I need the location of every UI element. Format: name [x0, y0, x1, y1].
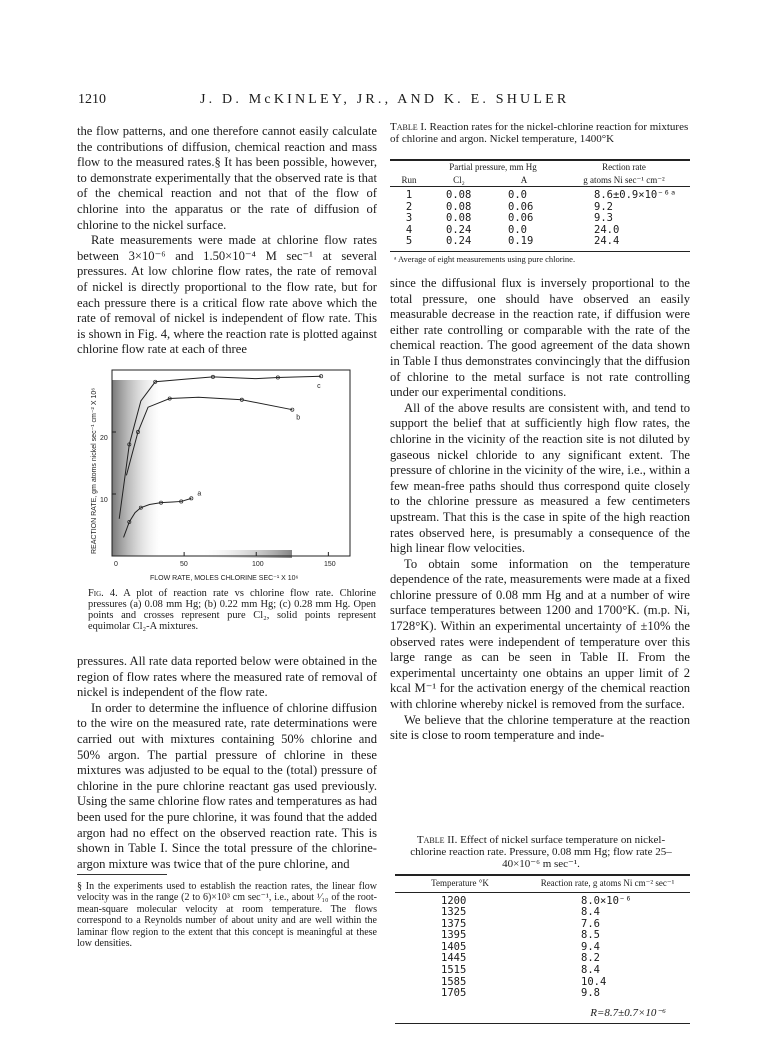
table-header: Cl₂: [453, 174, 465, 185]
paragraph: All of the above results are consistent with, and tend to support the belief that at sufficiently high flow rates, the chlorine in the vicinity of the reaction site is not diluted by gaseous nickel chloride to any significant extent. The pressure of chlorine in the vicinity of the wire, i.e., within a few mean-free paths should thus correspond quite closely to the chlorine pressure as measured a few centimeters upstream. That this is the case in spite of the high reaction rates observed here, is presumably a consequence of the high linear flow velocities.: [390, 400, 690, 556]
left-column-top: [77, 124, 377, 358]
x-tick-label: 50: [180, 561, 188, 568]
table-header: Run: [401, 174, 417, 185]
table-header: A: [520, 174, 528, 185]
curve-label: a: [197, 490, 202, 498]
table-row: [395, 965, 690, 977]
cell: 7.6: [581, 917, 600, 930]
paragraph: the flow patterns, and one therefore cannot easily calculate the contributions of diffusion, chemical reaction and mass flow to the measured rates.§ It has been possible, however, to demonstrate experimentally that the observed rate is that of the chemical reaction and not that of the flow of chlorine into the apparatus or the rate of diffusion of chlorine to the nickel surface.: [77, 124, 377, 232]
running-title: J. D. McKINLEY, JR., AND K. E. SHULER: [200, 92, 570, 107]
cell: 1405: [441, 940, 467, 953]
paragraph: Rate measurements were made at chlorine flow rates between 3×10⁻⁶ and 1.50×10⁻⁴ M sec⁻¹ at several pressures. At low chlorine flow rates, the rate of removal of nickel is directly proportional to the flow rate, but for each pressure there is a critical flow rate above which the rate of removal of nickel is independent of flow rate. This is shown in Fig. 4, where the reaction rate is plotted against chlorine flow rate at each of three: [77, 233, 377, 357]
cell: 0.08: [446, 212, 472, 225]
y-axis-label: REACTION RATE, gm atoms nickel sec⁻¹ cm⁻² X 10⁶: [91, 387, 98, 554]
cell: 9.4: [581, 940, 600, 953]
curve-label: c: [317, 383, 321, 391]
x-tick-label: 0: [114, 561, 118, 568]
cell: 0.24: [446, 223, 472, 236]
cell: 3: [405, 212, 413, 225]
table-row: [395, 953, 690, 965]
cell: 10.4: [581, 975, 607, 988]
cell: 1375: [441, 917, 467, 930]
cell: 2: [405, 200, 413, 213]
table-header: Reaction rate, g atoms Ni cm⁻² sec⁻¹: [540, 878, 675, 888]
table-row: [390, 187, 690, 202]
cell: 24.0: [594, 223, 620, 236]
table-1-footnote: ᵃ Average of eight measurements using pure chlorine.: [394, 254, 576, 264]
table-row: [395, 907, 690, 919]
cell: 5: [405, 235, 413, 248]
cell: 1585: [441, 975, 467, 988]
page-number: 1210: [78, 92, 106, 107]
cell: 0.0: [508, 189, 527, 201]
footnote: § In the experiments used to establish the reaction rates, the linear flow velocity was in the range (2 to 6)×10³ cm sec⁻¹, i.e., about ¹⁄₁₀ of the root-mean-square molecular velocity at room temperature. The flows correspond to a Reynolds number of about unity and are well within the laminar flow region to the extent that this concept is meaningful at these low densities.: [77, 881, 377, 950]
curve-label: b: [296, 414, 301, 422]
table-row: [395, 919, 690, 931]
table-header: Temperature °K: [431, 878, 489, 888]
left-column-bottom: [77, 654, 377, 872]
table-row: [390, 236, 690, 251]
figure-4-chart: [84, 356, 384, 584]
table-2-caption: [400, 834, 682, 870]
table-row: [395, 977, 690, 989]
cell: 1: [405, 189, 413, 201]
cell: 4: [405, 223, 413, 236]
table-summary: R=8.7±0.7×10⁻⁶: [590, 1006, 666, 1019]
cell: 0.08: [446, 200, 472, 213]
cell: 9.2: [594, 200, 613, 213]
table-2: [395, 874, 690, 1024]
footnote-rule: [77, 874, 167, 875]
table-caption-text: Reaction rates for the nickel-chlorine reaction for mixtures of chlorine and argon. Nickel temperature, 1400°K: [390, 121, 689, 145]
cell: 8.6±0.9×10⁻⁶ᵃ: [594, 189, 677, 201]
figure-4-caption: [88, 588, 376, 632]
table-row: [395, 942, 690, 954]
table-row: [395, 988, 690, 1004]
cell: 8.4: [581, 906, 600, 919]
table-caption-text: Effect of nickel surface temperature on nickel-chlorine reaction rate. Pressure, 0.08 mm Hg; flow rate 25–40×10⁻⁶ m sec⁻¹.: [410, 834, 672, 870]
table-1: [390, 159, 690, 252]
paragraph: since the diffusional flux is inversely proportional to the total pressure, one should have observed an easily measurable decrease in the reaction rate, if diffusion were either rate controlling or comparable with the rate of the chemical reaction. The good agreement of the data shown in Table I thus demonstrates convincingly that the diffusion of chlorine to the metal surface is not rate controlling under our experimental conditions.: [390, 276, 690, 400]
figure-label: Fig. 4.: [88, 588, 118, 599]
table-row: [390, 225, 690, 237]
cell: 0.06: [508, 212, 534, 225]
cell: 1325: [441, 906, 467, 919]
table-1-caption: [390, 121, 690, 145]
x-tick-label: 100: [252, 561, 264, 568]
y-tick-label: 20: [100, 435, 108, 442]
table-header-group: Rection rate: [602, 162, 646, 172]
cell: 1200: [441, 894, 467, 907]
paragraph: We believe that the chlorine temperature at the reaction site is close to room temperature and inde-: [390, 712, 690, 743]
cell: 1515: [441, 964, 467, 977]
cell: 1445: [441, 952, 467, 965]
cell: 0.0: [508, 223, 527, 236]
x-axis-label: FLOW RATE, MOLES CHLORINE SEC⁻¹ X 10⁶: [150, 575, 299, 582]
cell: 1705: [441, 987, 467, 1000]
right-column-text: [390, 276, 690, 744]
cell: 9.3: [594, 212, 613, 225]
cell: 24.4: [594, 235, 620, 248]
table-header: g atoms Ni sec⁻¹ cm⁻²: [583, 174, 665, 185]
cell: 8.4: [581, 964, 600, 977]
paragraph: In order to determine the influence of chlorine diffusion to the wire on the measured rate, rate determinations were carried out with mixtures containing 50% chlorine and 50% argon. The partial pressure of chlorine in these mixtures was adjusted to be equal to the (total) pressure of chlorine in the pure chlorine reactant gas used previously. Using the same chlorine flow rates and temperatures as had been used for the pure chlorine, it was found that the added argon had no effect on the observed reaction rate. This is shown in Table I. Since the total pressure of the chlorine-argon mixture was twice that of the pure chlorine, and: [77, 700, 377, 871]
cell: 8.5: [581, 929, 600, 942]
cell: 0.19: [508, 235, 534, 248]
table-row: [390, 202, 690, 214]
table-header-group: Partial pressure, mm Hg: [449, 162, 537, 172]
cell: 1395: [441, 929, 467, 942]
table-row: [395, 892, 690, 907]
paragraph: pressures. All rate data reported below were obtained in the region of flow rates where the measured rate of removal of nickel is independent of the flow rate.: [77, 654, 377, 700]
cell: 0.24: [446, 235, 472, 248]
cell: 8.0×10⁻⁶: [581, 894, 632, 907]
y-tick-label: 10: [100, 497, 108, 504]
cell: 9.8: [581, 987, 600, 1000]
cell: 0.06: [508, 200, 534, 213]
x-tick-label: 150: [324, 561, 336, 568]
table-label: Table II.: [416, 834, 458, 846]
paragraph: To obtain some information on the temperature dependence of the rate, measurements were made at a fixed chlorine pressure of 0.08 mm Hg and at a number of wire surface temperatures between 1200 and 1700°K. (m.p. Ni, 1728°K). Within an experimental uncertainty of ±10% the observed rates were independent of temperature over this large range as can be seen in Table II. From the experimental uncertainty one obtains an upper limit of 2 kcal M⁻¹ for the activation energy of the chemical reaction with chlorine whereby nickel is removed from the surface.: [390, 556, 690, 712]
table-row: [390, 213, 690, 225]
table-row: [395, 930, 690, 942]
cell: 8.2: [581, 952, 600, 965]
figure-caption-text: A plot of reaction rate vs chlorine flow rate. Chlorine pressures (a) 0.08 mm Hg; (b) 0.22 mm Hg; (c) 0.28 mm Hg. Open points and crosses represent pure Cl₂, solid points represent equimolar Cl₂-A mixtures.: [88, 588, 376, 632]
cell: 0.08: [446, 189, 472, 201]
table-label: Table I.: [390, 121, 427, 133]
